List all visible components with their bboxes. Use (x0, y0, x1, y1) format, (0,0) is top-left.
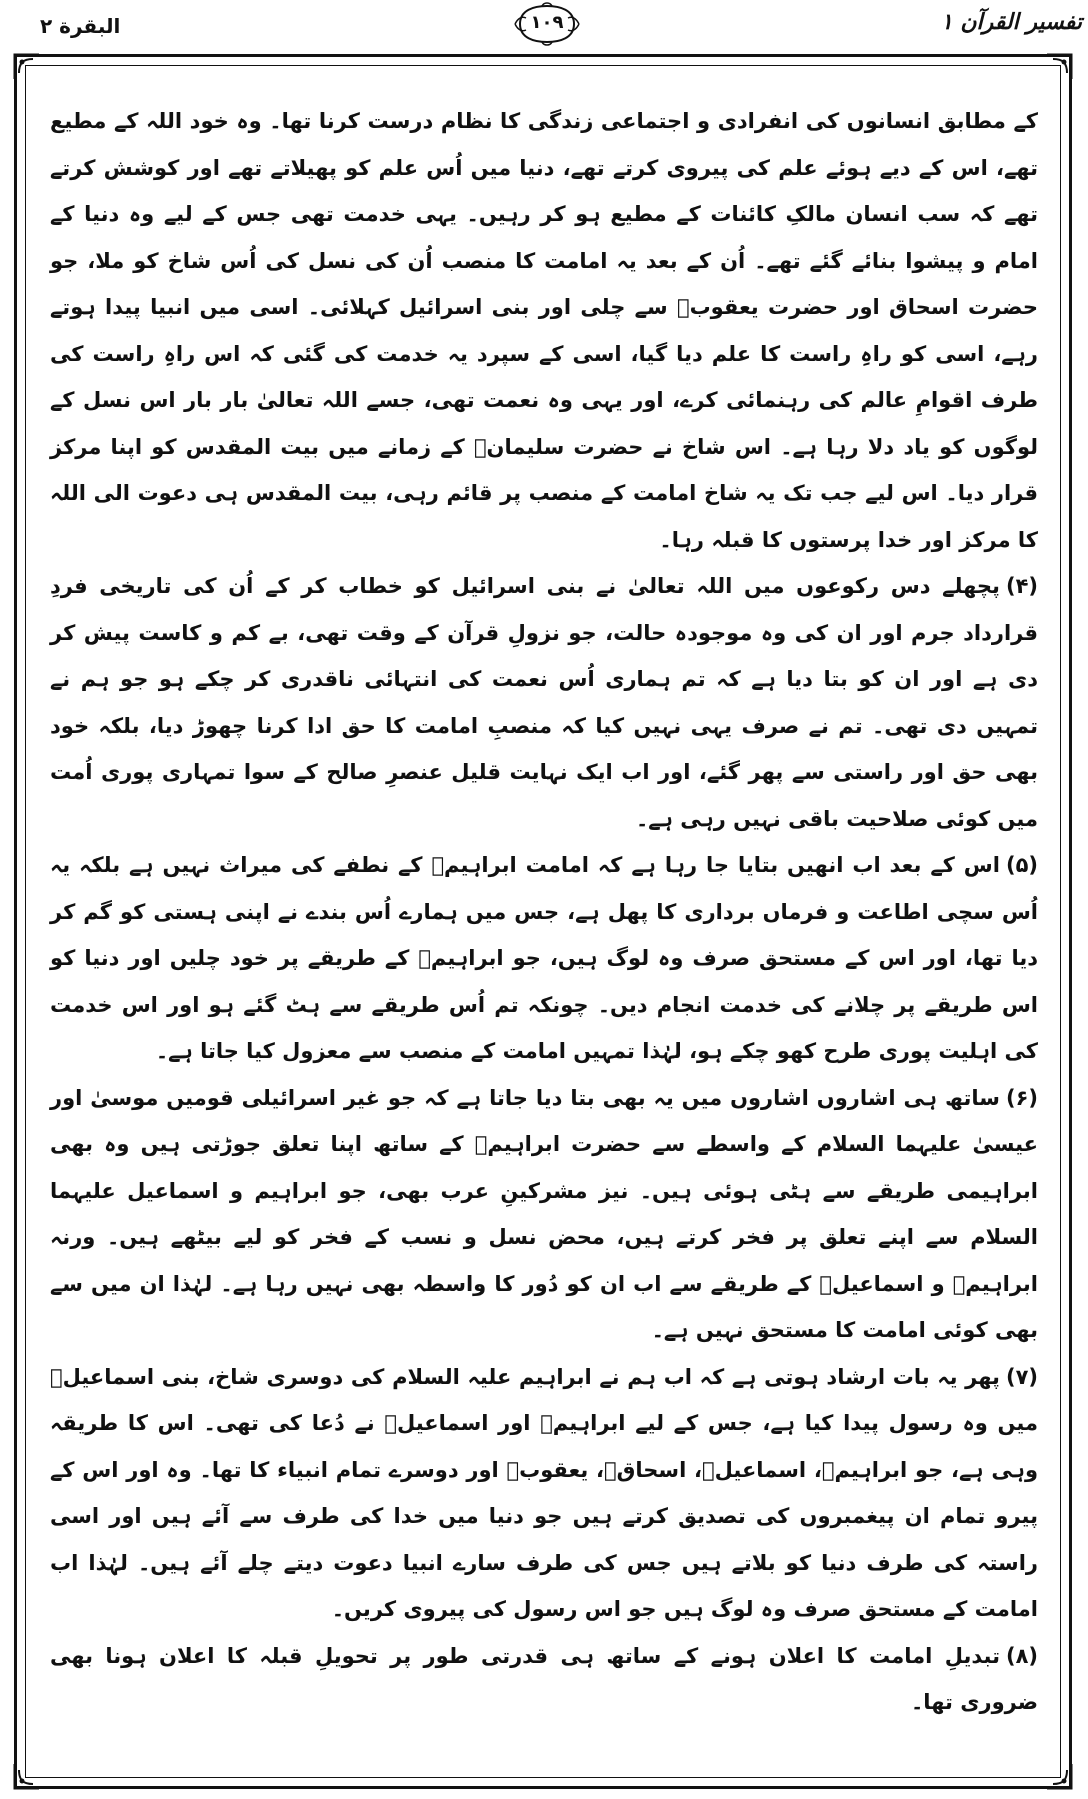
paragraph (50, 563, 1038, 842)
paragraph-text: تبدیلِ امامت کا اعلان ہونے کے ساتھ ہی قدرتی طور پر تحویلِ قبلہ کا اعلان ہونا بھی ضروری تھا۔ (50, 1643, 1038, 1714)
paragraph-text: کے مطابق انسانوں کی انفرادی و اجتماعی زندگی کا نظام درست کرنا تھا۔ وہ خود اللہ کے مطیع تھے، اس کے دیے ہوئے علم کی پیروی کرتے تھے، دنیا میں اُس علم کو پھیلاتے تھے اور کوشش کرتے تھے کہ سب انسان مالکِ کائنات کے مطیع ہو کر رہیں۔ یہی خدمت تھی جس کے لیے وہ دنیا کے امام و پیشوا بنائے گئے تھے۔ اُن کے بعد یہ امامت کا منصب اُن کی نسل کی اُس شاخ کو ملا، جو حضرت اسحاق اور حضرت یعقوبؑ سے چلی اور بنی اسرائیل کہلائی۔ اسی میں انبیا پیدا ہوتے رہے، اسی کو راہِ راست کا علم دیا گیا، اسی کے سپرد یہ خدمت کی گئی کہ اس راہِ راست کی طرف اقوامِ عالم کی رہنمائی کرے، اور یہی وہ نعمت تھی، جسے اللہ تعالیٰ بار بار اس نسل کے لوگوں کو یاد دلا رہا ہے۔ اس شاخ نے حضرت سلیمانؑ کے زمانے میں بیت المقدس کو اپنا مرکز قرار دیا۔ اس لیے جب تک یہ شاخ امامت کے منصب پر قائم رہی، بیت المقدس ہی دعوت الی اللہ کا مرکز اور خدا پرستوں کا قبلہ رہا۔ (50, 109, 1038, 552)
paragraph-number: (۵) (1005, 853, 1038, 877)
corner-ornament-icon (1045, 1762, 1073, 1790)
paragraph (50, 1354, 1038, 1633)
corner-ornament-icon (13, 1762, 41, 1790)
book-title: تفسیر القرآن ۱ (940, 10, 1082, 35)
paragraph-number: (۷) (1005, 1364, 1038, 1389)
paragraph-text: اس کے بعد اب انھیں بتایا جا رہا ہے کہ امامت ابراہیمؑ کے نطفے کی میراث نہیں ہے بلکہ یہ اُس سچی اطاعت و فرماں برداری کا پھل ہے، جس میں ہمارے اُس بندے نے اپنی ہستی کو گم کر دیا تھا، اور اس کے مستحق صرف وہ لوگ ہیں، جو ابراہیمؑ کے طریقے پر خود چلیں اور دنیا کو اس طریقے پر چلانے کی خدمت انجام دیں۔ چونکہ تم اُس طریقے سے ہٹ گئے ہو اور اس خدمت کی اہلیت پوری طرح کھو چکے ہو، لہٰذا تمہیں امامت کے منصب سے معزول کیا جاتا ہے۔ (50, 853, 1038, 1063)
commentary-text (50, 98, 1038, 1758)
paragraph (50, 842, 1038, 1075)
paragraph-number: (۶) (1005, 1085, 1038, 1110)
corner-ornament-icon (13, 53, 41, 81)
page-number-badge (512, 2, 582, 46)
surah-name: البقرة ۲ (40, 14, 121, 38)
paragraph-number: (۴) (1005, 574, 1038, 598)
paragraph-text: پچھلے دس رکوعوں میں اللہ تعالیٰ نے بنی اسرائیل کو خطاب کر کے اُن کی تاریخی فردِ قرارداد جرم اور ان کی وہ موجودہ حالت، جو نزولِ قرآن کے وقت تھی، بے کم و کاست پیش کر دی ہے اور ان کو بتا دیا ہے کہ تم ہماری اُس نعمت کی انتہائی ناقدری کر چکے ہو جو ہم نے تمہیں دی تھی۔ تم نے صرف یہی نہیں کیا کہ منصبِ امامت کا حق ادا کرنا چھوڑ دیا، بلکہ خود بھی حق اور راستی سے پھر گئے، اور اب ایک نہایت قلیل عنصرِ صالح کے سوا تمہاری پوری اُمت میں کوئی صلاحیت باقی نہیں رہی ہے۔ (50, 574, 1038, 831)
paragraph (50, 1633, 1038, 1726)
paragraph-text: پھر یہ بات ارشاد ہوتی ہے کہ اب ہم نے ابراہیم علیہ السلام کی دوسری شاخ، بنی اسماعیلؑ میں وہ رسول پیدا کیا ہے، جس کے لیے ابراہیمؑ اور اسماعیلؑ نے دُعا کی تھی۔ اس کا طریقہ وہی ہے، جو ابراہیمؑ، اسماعیلؑ، اسحاقؑ، یعقوبؑ اور دوسرے تمام انبیاء کا تھا۔ وہ اور اس کے پیرو تمام ان پیغمبروں کی تصدیق کرتے ہیں جو دنیا میں خدا کی طرف سے آئے ہیں اور اسی راستہ کی طرف دنیا کو بلاتے ہیں جس کی طرف سارے انبیا دعوت دیتے چلے آئے ہیں۔ لہٰذا اب امامت کے مستحق صرف وہ لوگ ہیں جو اس رسول کی پیروی کریں۔ (50, 1364, 1038, 1621)
paragraph-text: ساتھ ہی اشاروں اشاروں میں یہ بھی بتا دیا جاتا ہے کہ جو غیر اسرائیلی قومیں موسیٰ اور عیسیٰ علیہما السلام کے واسطے سے حضرت ابراہیمؑ کے ساتھ اپنا تعلق جوڑتی ہیں وہ بھی ابراہیمی طریقے سے ہٹی ہوئی ہیں۔ نیز مشرکینِ عرب بھی، جو ابراہیم و اسماعیل علیہما السلام سے اپنے تعلق پر فخر کرتے ہیں، محض نسل و نسب کے فخر کو لیے بیٹھے ہیں۔ ورنہ ابراہیمؑ و اسماعیلؑ کے طریقے سے اب ان کو دُور کا واسطہ بھی نہیں رہا ہے۔ لہٰذا ان میں سے بھی کوئی امامت کا مستحق نہیں ہے۔ (50, 1085, 1038, 1342)
paragraph (50, 1075, 1038, 1354)
corner-ornament-icon (1045, 53, 1073, 81)
paragraph (50, 98, 1038, 563)
running-header (0, 0, 1088, 60)
page-number: ۱۰۹ (530, 12, 564, 33)
paragraph-number: (۸) (1005, 1643, 1038, 1668)
